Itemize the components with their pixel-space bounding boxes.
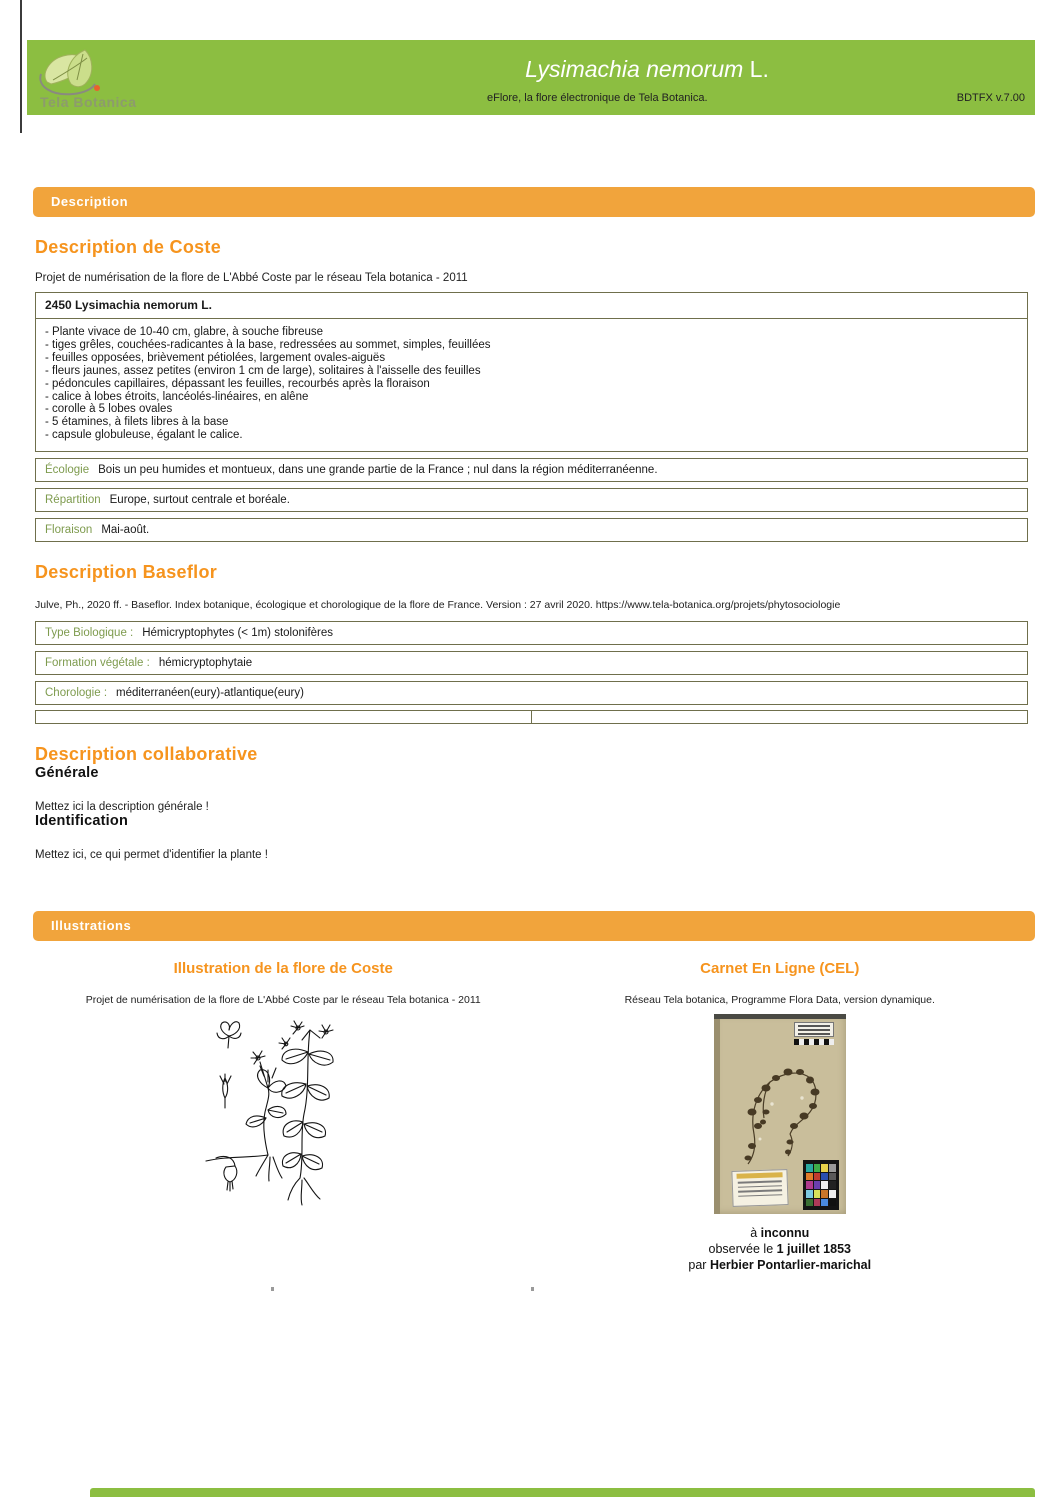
repartition-row bbox=[35, 488, 1028, 512]
botanical-line-art-icon bbox=[198, 1018, 368, 1208]
repartition-label: Répartition bbox=[45, 494, 101, 507]
trait-line: - tiges grêles, couchées-radicantes à la base, redressées au sommet, simples, feuillées bbox=[45, 338, 491, 351]
cel-caption: Réseau Tela botanica, Programme Flora Data, version dynamique. bbox=[624, 994, 935, 1007]
header-subtitle: eFlore, la flore électronique de Tela Botanica. bbox=[487, 92, 708, 104]
herbarium-name: Herbier Pontarlier-marichal bbox=[709, 1258, 872, 1273]
cel-heading: Carnet En Ligne (CEL) bbox=[700, 960, 860, 978]
trait-line: - pédoncules capillaires, dépassant les feuilles, recourbés après la floraison bbox=[45, 377, 430, 390]
page-header bbox=[27, 40, 1035, 115]
observation-date: 1 juillet 1853 bbox=[776, 1242, 851, 1257]
taxon-author: L. bbox=[743, 56, 769, 82]
coste-illustration-heading: Illustration de la flore de Coste bbox=[173, 960, 393, 978]
footnote-mark bbox=[271, 1287, 274, 1291]
coste-illustration-column bbox=[35, 941, 532, 1273]
chorologie-row bbox=[35, 681, 1028, 705]
trait-line: - fleurs jaunes, assez petites (environ 1 cm de large), solitaires à l'aisselle des feuilles bbox=[45, 364, 481, 377]
empty-cell-right bbox=[532, 711, 1027, 723]
baseflor-heading: Description Baseflor bbox=[35, 562, 218, 583]
ecology-value: Bois un peu humides et montueux, dans une grande partie de la France ; nul dans la région méditerranéenne. bbox=[98, 464, 658, 477]
trait-line: - Plante vivace de 10-40 cm, glabre, à souche fibreuse bbox=[45, 326, 324, 338]
footnote-mark bbox=[531, 1287, 534, 1291]
ecology-row bbox=[35, 458, 1028, 482]
trait-line: - corolle à 5 lobes ovales bbox=[45, 403, 173, 416]
chorologie-label: Chorologie : bbox=[45, 687, 108, 700]
formation-vegetale-row bbox=[35, 651, 1028, 675]
observer-name: inconnu bbox=[760, 1226, 810, 1241]
label-line bbox=[738, 1180, 782, 1183]
bw-scale-strip bbox=[794, 1039, 834, 1045]
ecology-label: Écologie bbox=[45, 464, 90, 477]
label-line bbox=[738, 1185, 782, 1188]
sheet-label-bottom bbox=[731, 1169, 788, 1207]
coste-project-note: Projet de numérisation de la flore de L'Abbé Coste par le réseau Tela botanica - 2011 bbox=[35, 272, 468, 284]
page-edge-stripe bbox=[20, 0, 22, 133]
floraison-label: Floraison bbox=[45, 524, 93, 537]
herbarium-photo bbox=[714, 1014, 846, 1214]
floraison-value: Mai-août. bbox=[101, 524, 150, 537]
formation-vegetale-value: hémicryptophytaie bbox=[158, 657, 253, 670]
sheet-label-top bbox=[794, 1022, 834, 1037]
type-biologique-row bbox=[35, 621, 1028, 645]
identification-placeholder-text: Mettez ici, ce qui permet d'identifier la plante ! bbox=[35, 849, 268, 862]
chorologie-value: méditerranéen(eury)-atlantique(eury) bbox=[116, 687, 304, 700]
label-line bbox=[738, 1189, 782, 1192]
repartition-value: Europe, surtout centrale et boréale. bbox=[109, 494, 290, 507]
caption-line-collection bbox=[532, 1257, 1029, 1273]
generale-placeholder-text: Mettez ici la description générale ! bbox=[35, 801, 209, 814]
identification-heading: Identification bbox=[35, 813, 129, 830]
floraison-row bbox=[35, 518, 1028, 542]
tela-botanica-logo bbox=[33, 44, 143, 110]
trait-line: - feuilles opposées, brièvement pétiolées, largement ovales-aiguës bbox=[45, 351, 386, 364]
coste-botanical-drawing bbox=[35, 1018, 532, 1213]
section-bar-description: Description bbox=[33, 187, 1035, 217]
trait-line: - calice à lobes étroits, lancéolés-linéaires, en alêne bbox=[45, 390, 309, 403]
coste-illustration-caption: Projet de numérisation de la flore de L'Abbé Coste par le réseau Tela botanica - 2011 bbox=[85, 994, 481, 1007]
logo-wordmark: Tela Botanica bbox=[40, 94, 137, 110]
formation-vegetale-label: Formation végétale : bbox=[45, 657, 150, 670]
generale-heading: Générale bbox=[35, 765, 99, 782]
trait-line: - capsule globuleuse, égalant le calice. bbox=[45, 429, 243, 442]
observation-caption bbox=[532, 1225, 1029, 1273]
label-line bbox=[798, 1029, 830, 1031]
color-calibration-card bbox=[803, 1160, 839, 1210]
type-biologique-label: Type Biologique : bbox=[45, 627, 134, 640]
empty-split-row bbox=[35, 710, 1028, 724]
type-biologique-value: Hémicryptophytes (< 1m) stolonifères bbox=[142, 627, 334, 640]
collaborative-heading: Description collaborative bbox=[35, 744, 258, 765]
taxon-number-row: 2450 Lysimachia nemorum L. bbox=[36, 293, 1027, 319]
label-line bbox=[798, 1033, 830, 1035]
section-bar-illustrations: Illustrations bbox=[33, 911, 1035, 941]
empty-cell-left bbox=[36, 711, 532, 723]
trait-line: - 5 étamines, à filets libres à la base bbox=[45, 416, 229, 429]
caption-prefix: à bbox=[750, 1226, 761, 1241]
page-title bbox=[497, 56, 797, 83]
baseflor-citation: Julve, Ph., 2020 ff. - Baseflor. Index botanique, écologique et chorologique de la flore de France. Version : 27 avril 2020. https://www.tela-botanica.org/projets/phytosociologie bbox=[35, 599, 841, 612]
label-line bbox=[738, 1194, 782, 1197]
caption-prefix: observée le bbox=[708, 1242, 777, 1257]
coste-heading: Description de Coste bbox=[35, 237, 222, 257]
footer-bar bbox=[90, 1488, 1035, 1497]
herbarium-photo-wrap bbox=[714, 1014, 846, 1214]
caption-line-date bbox=[532, 1241, 1029, 1257]
label-line bbox=[798, 1025, 830, 1027]
caption-line-author-at bbox=[532, 1225, 1029, 1241]
coste-description-table bbox=[35, 292, 1028, 452]
caption-prefix: par bbox=[688, 1258, 710, 1273]
trait-list bbox=[36, 319, 1027, 451]
cel-column bbox=[532, 941, 1029, 1273]
label-header-strip bbox=[736, 1172, 782, 1179]
illustration-columns bbox=[35, 941, 1028, 1273]
taxon-name-italic: Lysimachia nemorum bbox=[525, 56, 744, 82]
database-version-badge: BDTFX v.7.00 bbox=[956, 92, 1025, 104]
